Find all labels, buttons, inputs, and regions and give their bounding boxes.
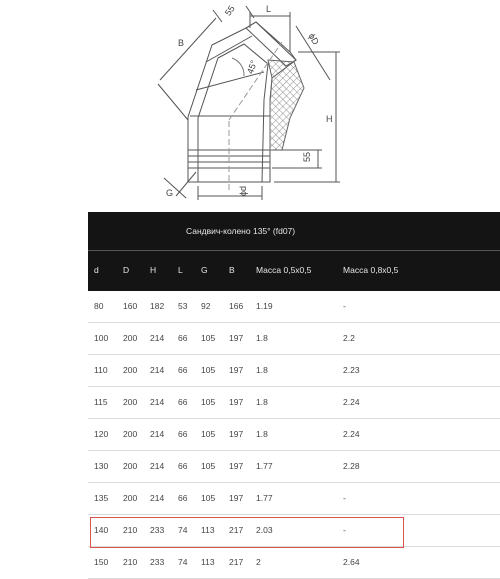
table-cell: 1.8 [256,365,268,375]
table-cell: 210 [123,557,138,567]
table-cell: 66 [178,333,188,343]
table-cell: 197 [229,461,244,471]
table-cell: 120 [94,429,109,439]
table-cell: 92 [201,301,211,311]
table-cell: 115 [94,397,108,407]
table-cell: 200 [123,429,138,439]
table-cell: 2.03 [256,525,273,535]
top-socket [246,22,296,66]
table-row [88,547,500,579]
col-header-G: G [201,265,208,275]
table-cell: 105 [201,429,216,439]
col-header-L: L [178,265,183,275]
table-cell: 200 [123,365,138,375]
table-cell: 233 [150,557,165,567]
dim-label-phiD: ϕD [306,31,321,47]
dim-label-55-side: 55 [302,151,312,162]
table-cell: 200 [123,493,138,503]
table-row [88,419,500,451]
table-cell: 214 [150,493,165,503]
table-cell: 74 [178,557,188,567]
table-cell: 197 [229,397,244,407]
table-cell: 53 [178,301,188,311]
table-cell: 1.8 [256,397,268,407]
col-header-D: D [123,265,130,275]
table-cell: 210 [123,525,138,535]
dim-label-B: B [178,38,185,48]
table-cell: 74 [178,525,188,535]
col-header-mass-08: Масса 0,8x0,5 [343,265,399,275]
table-cell: 197 [229,429,244,439]
table-cell: 197 [229,493,244,503]
table-cell: 214 [150,365,165,375]
table-cell: 113 [201,525,215,535]
table-cell: 113 [201,557,215,567]
table-cell: 130 [94,461,109,471]
col-header-mass-05: Масса 0,5x0,5 [256,265,312,275]
table-cell: 110 [94,365,108,375]
table-cell: 214 [150,333,165,343]
table-cell: 214 [150,461,165,471]
table-cell: 66 [178,365,188,375]
table-cell: 105 [201,333,216,343]
table-cell: 2.28 [343,461,360,471]
table-cell: 217 [229,557,244,567]
dim-label-L: L [266,4,272,14]
dim-label-phid: ϕd [238,185,248,196]
table-cell: 1.8 [256,429,268,439]
table-title: Сандвич-колено 135° (fd07) [88,212,500,250]
table-cell: 100 [94,333,109,343]
table-cell: 200 [123,461,138,471]
table-cell: - [343,493,346,503]
table-row [88,451,500,483]
col-header-d: d [94,265,99,275]
spec-table [88,212,500,579]
table-cell: 66 [178,429,188,439]
dim-label-55-top: 55 [222,3,237,18]
table-cell: 1.77 [256,493,273,503]
table-cell: 1.19 [256,301,273,311]
table-row [88,515,500,547]
table-row [88,387,500,419]
table-body [88,291,500,579]
table-cell: 233 [150,525,165,535]
table-cell: 105 [201,461,216,471]
technical-drawing [0,0,500,212]
table-cell: 105 [201,365,216,375]
table-cell: 200 [123,333,138,343]
table-cell: 2.2 [343,333,355,343]
table-row [88,483,500,515]
table-cell: 2.24 [343,429,360,439]
table-cell: 2.24 [343,397,360,407]
table-cell: 135 [94,493,109,503]
dim-label-H: H [326,114,333,124]
table-cell: 140 [94,525,109,535]
table-cell: 1.8 [256,333,268,343]
table-row [88,355,500,387]
col-header-B: B [229,265,235,275]
table-row [88,323,500,355]
elbow-drawing-svg [0,0,500,212]
table-cell: - [343,301,346,311]
table-cell: 150 [94,557,109,567]
table-cell: 2.23 [343,365,360,375]
table-cell: 2 [256,557,261,567]
table-cell: 66 [178,493,188,503]
table-cell: 197 [229,333,244,343]
table-cell: 214 [150,429,165,439]
table-cell: 1.77 [256,461,273,471]
table-cell: 66 [178,397,188,407]
table-cell: 200 [123,397,138,407]
table-cell: 166 [229,301,244,311]
table-row [88,291,500,323]
dim-label-G: G [166,188,174,198]
table-cell: 182 [150,301,165,311]
table-cell: 214 [150,397,165,407]
table-cell: 197 [229,365,244,375]
table-header [88,250,500,291]
table-cell: 105 [201,493,216,503]
table-cell: - [343,525,346,535]
table-cell: 217 [229,525,244,535]
insulation-hatch [268,60,304,150]
table-cell: 160 [123,301,138,311]
table-cell: 66 [178,461,188,471]
table-cell: 105 [201,397,216,407]
table-cell: 2.64 [343,557,360,567]
col-header-H: H [150,265,157,275]
table-cell: 80 [94,301,104,311]
dim-label-angle: 45° [244,58,260,76]
